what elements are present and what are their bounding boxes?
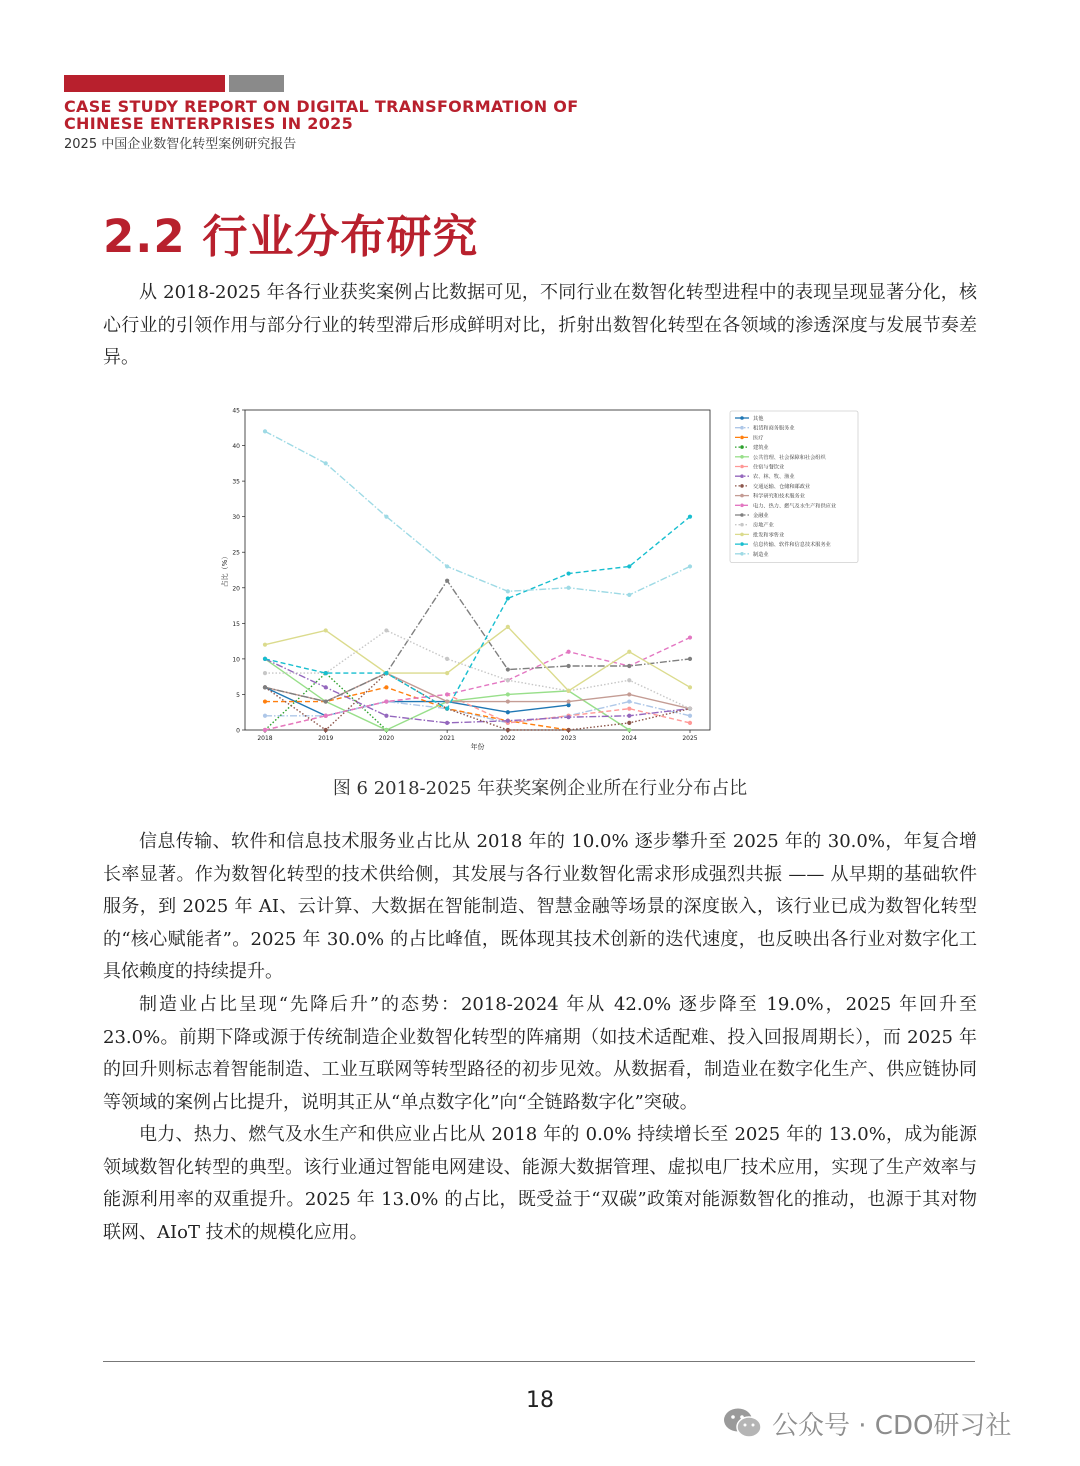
data-point	[566, 664, 570, 668]
series-line	[265, 630, 690, 708]
y-tick-label: 45	[232, 407, 240, 415]
legend-swatch-marker	[740, 533, 744, 537]
page-number: 18	[526, 1388, 554, 1413]
data-point	[445, 721, 449, 725]
data-point	[506, 692, 510, 696]
x-tick-label: 2024	[621, 735, 637, 742]
y-tick-label: 35	[232, 478, 240, 486]
data-point	[566, 689, 570, 693]
data-point	[566, 699, 570, 703]
data-point	[384, 628, 388, 632]
data-point	[506, 678, 510, 682]
data-point	[263, 429, 267, 433]
section-title: 2.2 行业分布研究	[103, 210, 479, 263]
figure-caption: 图 6 2018-2025 年获奖案例企业所在行业分布占比	[332, 778, 748, 799]
x-tick-label: 2018	[257, 735, 273, 742]
legend-label: 科学研究和技术服务业	[753, 493, 805, 500]
data-point	[506, 728, 510, 732]
legend-swatch-marker	[740, 484, 744, 488]
legend-swatch-marker	[740, 494, 744, 498]
data-point	[506, 699, 510, 703]
data-point	[688, 564, 692, 568]
legend-swatch-marker	[740, 465, 744, 469]
industry-share-line-chart	[215, 403, 865, 755]
data-point	[445, 564, 449, 568]
chart-legend	[730, 411, 858, 563]
legend-label: 建筑业	[753, 445, 769, 452]
legend-label: 交通运输、仓储和邮政业	[753, 483, 811, 490]
report-title-chinese: 2025 中国企业数智化转型案例研究报告	[64, 137, 297, 152]
intro-paragraph: 从 2018-2025 年各行业获奖案例占比数据可见，不同行业在数智化转型进程中的表现呈现显著分化，核心行业的引领作用与部分行业的转型滞后形成鲜明对比，折射出数智化转型在各领域的渗透深度与发展节奏差异。	[103, 282, 977, 368]
data-point	[384, 685, 388, 689]
data-point	[627, 664, 631, 668]
data-point	[263, 685, 267, 689]
data-point	[263, 728, 267, 732]
data-point	[627, 678, 631, 682]
legend-swatch-marker	[740, 426, 744, 430]
data-point	[506, 596, 510, 600]
data-point	[445, 699, 449, 703]
data-point	[384, 671, 388, 675]
header-accent-bar-gray	[229, 75, 284, 92]
y-tick-label: 30	[232, 514, 240, 522]
y-tick-label: 0	[236, 727, 240, 735]
data-point	[566, 650, 570, 654]
data-point	[688, 707, 692, 711]
series-line	[265, 659, 690, 723]
body-paragraph-manufacturing: 制造业占比呈现“先降后升”的态势：2018-2024 年从 42.0% 逐步降至 19.0%，2025 年回升至 23.0%。前期下降或源于传统制造企业数智化转型的阵痛期（如技术适配难、投入回报周期长），而 2025 年的回升则标志着智能制造、工业互联网等转型路径的初步见效。从数据看，制造业在数字化生产、供应链协同等领域的案例占比提升，说明其正从“单点数字化”向“全链路数字化”突破。	[103, 994, 977, 1113]
data-point	[627, 564, 631, 568]
data-point	[445, 579, 449, 583]
legend-swatch-marker	[740, 513, 744, 517]
watermark-text: 公众号 · CDO研习社	[772, 1410, 1012, 1441]
legend-label: 公共管理、社会保障和社会组织	[753, 454, 826, 461]
data-point	[324, 728, 328, 732]
legend-label: 金融业	[753, 513, 769, 519]
data-point	[688, 714, 692, 718]
data-point	[324, 461, 328, 465]
data-point	[324, 628, 328, 632]
y-tick-label: 40	[232, 443, 240, 451]
data-point	[627, 707, 631, 711]
legend-label: 制造业	[753, 551, 769, 558]
legend-swatch-marker	[740, 445, 744, 449]
legend-swatch-marker	[740, 523, 744, 527]
footer-divider	[103, 1361, 975, 1362]
legend-label: 医疗	[753, 435, 764, 442]
wechat-icon	[722, 1406, 764, 1440]
y-tick-label: 25	[232, 549, 240, 557]
legend-swatch-marker	[740, 416, 744, 420]
legend-swatch-marker	[740, 542, 744, 546]
y-tick-label: 15	[232, 620, 240, 628]
data-point	[627, 699, 631, 703]
data-point	[566, 715, 570, 719]
x-tick-label: 2023	[560, 735, 577, 742]
report-title-english-line2: CHINESE ENTERPRISES IN 2025	[64, 114, 354, 133]
y-axis-label: 占比（%）	[221, 552, 229, 588]
data-point	[263, 671, 267, 675]
data-point	[263, 643, 267, 647]
legend-label: 农、林、牧、渔业	[753, 474, 795, 481]
data-point	[324, 685, 328, 689]
data-point	[263, 699, 267, 703]
report-title-english	[64, 98, 664, 132]
data-point	[627, 593, 631, 597]
legend-label: 租赁和商务服务业	[753, 425, 795, 432]
data-point	[627, 692, 631, 696]
body-paragraph-it: 信息传输、软件和信息技术服务业占比从 2018 年的 10.0% 逐步攀升至 2025 年的 30.0%，年复合增长率显著。作为数智化转型的技术供给侧，其发展与各行业数智化需求形成强烈共振 —— 从早期的基础软件服务，到 2025 年 AI、云计算、大数据在智能制造、智慧金融等场景的深度嵌入，该行业已成为数智化转型的“核心赋能者”。2025 年 30.0% 的占比峰值，既体现其技术创新的迭代速度，也反映出各行业对数字化工具依赖度的持续提升。	[103, 831, 977, 982]
data-point	[445, 671, 449, 675]
data-point	[324, 699, 328, 703]
data-point	[384, 728, 388, 732]
data-point	[627, 728, 631, 732]
data-point	[688, 685, 692, 689]
data-point	[566, 586, 570, 590]
series-line	[265, 581, 690, 702]
data-point	[263, 657, 267, 661]
legend-swatch-marker	[740, 552, 744, 556]
data-point	[263, 714, 267, 718]
chart-series	[263, 429, 692, 732]
body-paragraph-energy: 电力、热力、燃气及水生产和供应业占比从 2018 年的 0.0% 持续增长至 2025 年的 13.0%，成为能源领域数智化转型的典型。该行业通过智能电网建设、能源大数据管理、虚拟电厂技术应用，实现了生产效率与能源利用率的双重提升。2025 年 13.0% 的占比，既受益于“双碳”政策对能源数智化的推动，也源于其对物联网、AIoT 技术的规模化应用。	[103, 1124, 977, 1243]
series-line	[265, 431, 690, 595]
legend-label: 批发和零售业	[753, 532, 785, 539]
data-point	[566, 728, 570, 732]
data-point	[627, 650, 631, 654]
data-point	[627, 714, 631, 718]
data-point	[506, 719, 510, 723]
legend-label: 房地产业	[753, 522, 774, 529]
legend-swatch-marker	[740, 436, 744, 440]
x-tick-label: 2021	[439, 735, 455, 742]
data-point	[445, 707, 449, 711]
y-tick-label: 20	[232, 585, 240, 593]
data-point	[566, 571, 570, 575]
data-point	[384, 515, 388, 519]
header-accent-bar-red	[64, 75, 225, 92]
data-point	[324, 714, 328, 718]
legend-label: 电力、热力、燃气及水生产和供应业	[753, 503, 837, 510]
legend-swatch-marker	[740, 504, 744, 508]
legend-swatch-marker	[740, 474, 744, 478]
x-tick-label: 2022	[500, 735, 516, 742]
data-point	[384, 699, 388, 703]
data-point	[384, 714, 388, 718]
data-point	[627, 721, 631, 725]
data-point	[506, 589, 510, 593]
data-point	[506, 710, 510, 714]
x-axis-label: 年份	[470, 743, 485, 751]
x-tick-label: 2020	[378, 735, 395, 742]
data-point	[445, 692, 449, 696]
series-line	[265, 517, 690, 709]
x-tick-label: 2025	[682, 735, 698, 742]
legend-label: 信息传输、软件和信息技术服务业	[753, 542, 831, 549]
data-point	[506, 667, 510, 671]
y-tick-label: 10	[232, 656, 240, 664]
data-point	[688, 515, 692, 519]
data-point	[688, 635, 692, 639]
data-point	[445, 657, 449, 661]
wechat-watermark	[722, 1403, 1011, 1443]
x-tick-label: 2019	[318, 735, 334, 742]
legend-label: 住宿与餐饮业	[753, 464, 785, 471]
data-point	[688, 657, 692, 661]
data-point	[688, 721, 692, 725]
y-tick-label: 5	[236, 691, 240, 699]
data-point	[324, 671, 328, 675]
legend-swatch-marker	[740, 455, 744, 459]
legend-label: 其他	[753, 416, 764, 422]
data-point	[506, 625, 510, 629]
report-title-english-line1: CASE STUDY REPORT ON DIGITAL TRANSFORMATION OF	[64, 97, 579, 116]
